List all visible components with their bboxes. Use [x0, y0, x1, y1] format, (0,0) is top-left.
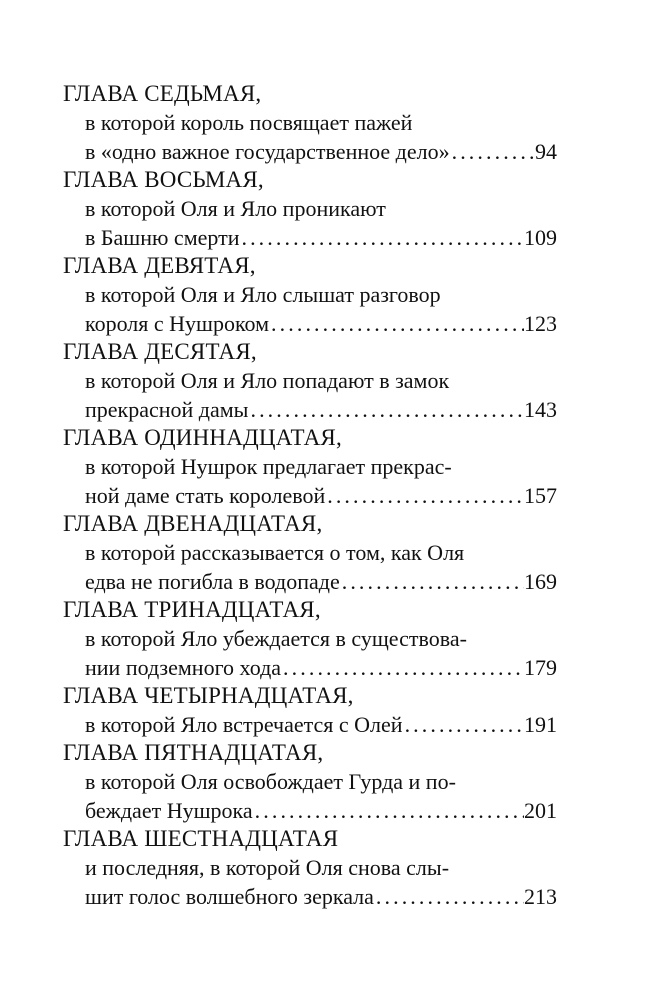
- chapter-title: ГЛАВА ШЕСТНАДЦАТАЯ: [63, 826, 339, 851]
- dot-leader: [340, 567, 524, 596]
- page-number: 201: [524, 798, 557, 823]
- toc-entry-16: [63, 825, 557, 911]
- chapter-description-last-line: [63, 796, 557, 825]
- table-of-contents: [63, 80, 557, 911]
- chapter-description-line: в которой Яло убеждается в существова-: [85, 626, 467, 651]
- page-number: 179: [524, 655, 557, 680]
- chapter-title: ГЛАВА ТРИНАДЦАТАЯ,: [63, 597, 321, 622]
- page-number: 169: [524, 569, 557, 594]
- chapter-title: ГЛАВА СЕДЬМАЯ,: [63, 81, 262, 106]
- chapter-description-last-line: [63, 481, 557, 510]
- chapter-title: ГЛАВА ПЯТНАДЦАТАЯ,: [63, 740, 324, 765]
- chapter-description-text: едва не погибла в водопаде: [85, 569, 340, 594]
- chapter-description-line: в которой Оля и Яло проникают: [85, 196, 386, 221]
- dot-leader: [239, 223, 524, 252]
- chapter-description-text: в которой Яло встречается с Олей: [85, 712, 403, 737]
- dot-leader: [325, 481, 524, 510]
- toc-entry-14: [63, 682, 557, 739]
- toc-entry-12: [63, 510, 557, 596]
- chapter-description-text: ной даме стать королевой: [85, 483, 326, 508]
- chapter-title: ГЛАВА ОДИННАДЦАТАЯ,: [63, 425, 342, 450]
- toc-entry-11: [63, 424, 557, 510]
- dot-leader: [281, 653, 524, 682]
- page-number: 109: [524, 225, 557, 250]
- chapter-title: ГЛАВА ВОСЬМАЯ,: [63, 167, 264, 192]
- toc-entry-9: [63, 252, 557, 338]
- page-number: 94: [535, 139, 557, 164]
- dot-leader: [253, 796, 524, 825]
- toc-entry-7: [63, 80, 557, 166]
- chapter-description-text: нии подземного хода: [85, 655, 282, 680]
- chapter-description-last-line: [63, 309, 557, 338]
- page-number: 157: [524, 483, 557, 508]
- chapter-title: ГЛАВА ДЕСЯТАЯ,: [63, 339, 257, 364]
- dot-leader: [450, 137, 535, 166]
- chapter-description-text: прекрасной дамы: [85, 397, 249, 422]
- chapter-description-line: в которой Нушрок предлагает прекрас-: [85, 454, 452, 479]
- dot-leader: [403, 710, 524, 739]
- chapter-description-text: в «одно важное государственное дело»: [85, 139, 450, 164]
- toc-entry-15: [63, 739, 557, 825]
- chapter-description-last-line: [63, 395, 557, 424]
- toc-entry-8: [63, 166, 557, 252]
- chapter-title: ГЛАВА ДЕВЯТАЯ,: [63, 253, 256, 278]
- chapter-description-line: в которой Оля и Яло слышат разговор: [85, 282, 441, 307]
- chapter-description-last-line: [63, 223, 557, 252]
- page-number: 191: [524, 712, 557, 737]
- chapter-description-text: беждает Нушрока: [85, 798, 253, 823]
- chapter-title: ГЛАВА ЧЕТЫРНАДЦАТАЯ,: [63, 683, 354, 708]
- dot-leader: [269, 309, 524, 338]
- chapter-description-last-line: [63, 137, 557, 166]
- dot-leader: [248, 395, 524, 424]
- chapter-description-last-line: [63, 710, 557, 739]
- chapter-description-last-line: [63, 567, 557, 596]
- chapter-description-line: в которой рассказывается о том, как Оля: [85, 540, 465, 565]
- chapter-description-line: и последняя, в которой Оля снова слы-: [85, 855, 450, 880]
- chapter-description-text: шит голос волшебного зеркала: [85, 884, 374, 909]
- toc-entry-13: [63, 596, 557, 682]
- toc-entry-10: [63, 338, 557, 424]
- chapter-description-last-line: [63, 882, 557, 911]
- chapter-description-last-line: [63, 653, 557, 682]
- page-number: 123: [524, 311, 557, 336]
- chapter-description-line: в которой Оля освобождает Гурда и по-: [85, 769, 456, 794]
- chapter-description-text: короля с Нушроком: [85, 311, 270, 336]
- dot-leader: [374, 882, 524, 911]
- page-number: 143: [524, 397, 557, 422]
- chapter-description-line: в которой Оля и Яло попадают в замок: [85, 368, 450, 393]
- page-number: 213: [524, 884, 557, 909]
- chapter-description-line: в которой король посвящает пажей: [85, 110, 413, 135]
- chapter-title: ГЛАВА ДВЕНАДЦАТАЯ,: [63, 511, 323, 536]
- chapter-description-text: в Башню смерти: [85, 225, 240, 250]
